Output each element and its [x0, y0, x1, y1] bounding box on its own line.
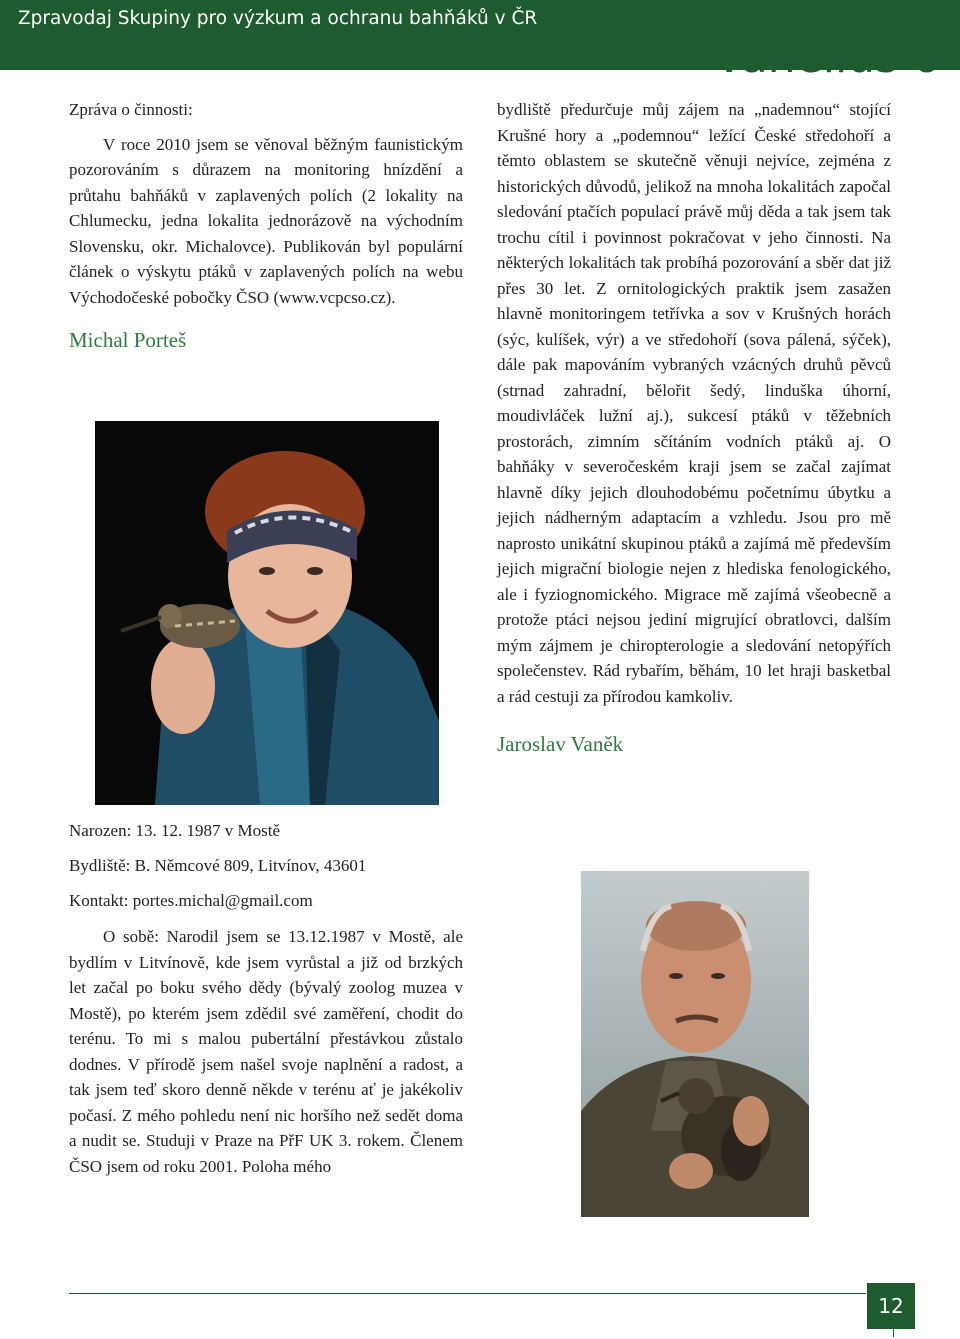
- report-paragraph: V roce 2010 jsem se věnoval běžným faunistickým pozorováním s důrazem na monitoring hnízdění a průtahu bahňáků v zaplavených polích (2 lokality na Chlumecku, jedna lokalita jednorázově na východním Slovensku, okr. Michalovce). Publikován byl populární článek o výskytu ptáků v zaplavených polích na webu Východočeské pobočky ČSO (www.vcpcso.cz).: [69, 134, 463, 307]
- person-name-portes: Michal Porteš: [69, 328, 187, 352]
- footer-divider: [69, 1293, 866, 1294]
- newsletter-title: Zpravodaj Skupiny pro výzkum a ochranu bahňáků v ČR: [18, 8, 538, 29]
- photo-jaroslav-vanek: [581, 871, 809, 1217]
- person-name-vanek: Jaroslav Vaněk: [497, 732, 624, 756]
- residence-line: Bydliště: B. Němcové 809, Litvínov, 43601: [69, 856, 367, 875]
- photo-michal-portes: [95, 421, 439, 805]
- section-heading: Zpráva o činnosti:: [69, 100, 193, 119]
- journal-name: Vanellus 6: [714, 32, 940, 83]
- continuation-paragraph: bydliště předurčuje můj zájem na „nademnou“ stojící Krušné hory a „podemnou“ ležící České středohoří a těmto oblastem se skutečně věnuji nejvíce, zejména z historických důvodů, jelikož na mnoha lokalitách započal sledování ptačích populací právě můj děda a tak jsem tak trochu cítil i povinnost pokračovat v jeho činnosti. Na některých lokalitách tak probíhá pozorování a sběr dat již přes 30 let. Z ornitologických praktik jsem zasažen hlavně monitoringem tetřívka a sov v Krušných horách (sýc, kulíšek, výr) a ve středohoří (sova pálená, sýček), dále pak mapováním vybraných vzácných druhů pěvců (strnad zahradní, bělořit šedý, linduška úhorní, moudivláček lužní aj.), sukcesí ptáků v těžebních prostorách, zimním sčítáním vodních ptáků aj. O bahňáky v severočeském kraji jsem se začal zajímat hlavně díky jejich dlouhodobému početnímu úbytku a jejich nádherným adaptacím a vzhledu. Jsou pro mě naprosto unikátní skupinou ptáků a zajímá mě především jejich migrační biologie nejen z hlediska fenologického, ale i fyziognomického. Migrace mě zajímá všeobecně a protože ptáci nejsou jediní migrující obratlovci, dalším mým zájmem je chiropterologie a sledování netopýřích společenstev. Rád rybařím, běhám, 10 let hraji basketbal a rád cestuji za přírodou kamkoliv.: [497, 100, 891, 706]
- right-column: [497, 97, 891, 757]
- page-number-tick: [893, 1329, 894, 1337]
- about-section: [69, 924, 463, 1179]
- left-column: [69, 97, 463, 353]
- page-number: 12: [867, 1283, 915, 1329]
- contact-line: Kontakt: portes.michal@gmail.com: [69, 891, 313, 910]
- born-line: Narozen: 13. 12. 1987 v Mostě: [69, 821, 281, 840]
- about-paragraph: O sobě: Narodil jsem se 13.12.1987 v Mostě, ale bydlím v Litvínově, kde jsem vyrůstal a již od brzkých let začal po boku svého dědy (bývalý zoolog muzea v Mostě), po kterém jsem zdědil své zaměření, chodit do terénu. To mi s malou pubertální přestávkou zůstalo dodnes. V přírodě jsem našel svoje naplnění a radost, a tak jsem teď skoro denně někde v terénu ať je jakékoliv počasí. Z mého pohledu není nic horšího než sedět doma a nudit se. Studuji v Praze na PřF UK 3. rokem. Členem ČSO jsem od roku 2001. Poloha mého: [69, 927, 463, 1176]
